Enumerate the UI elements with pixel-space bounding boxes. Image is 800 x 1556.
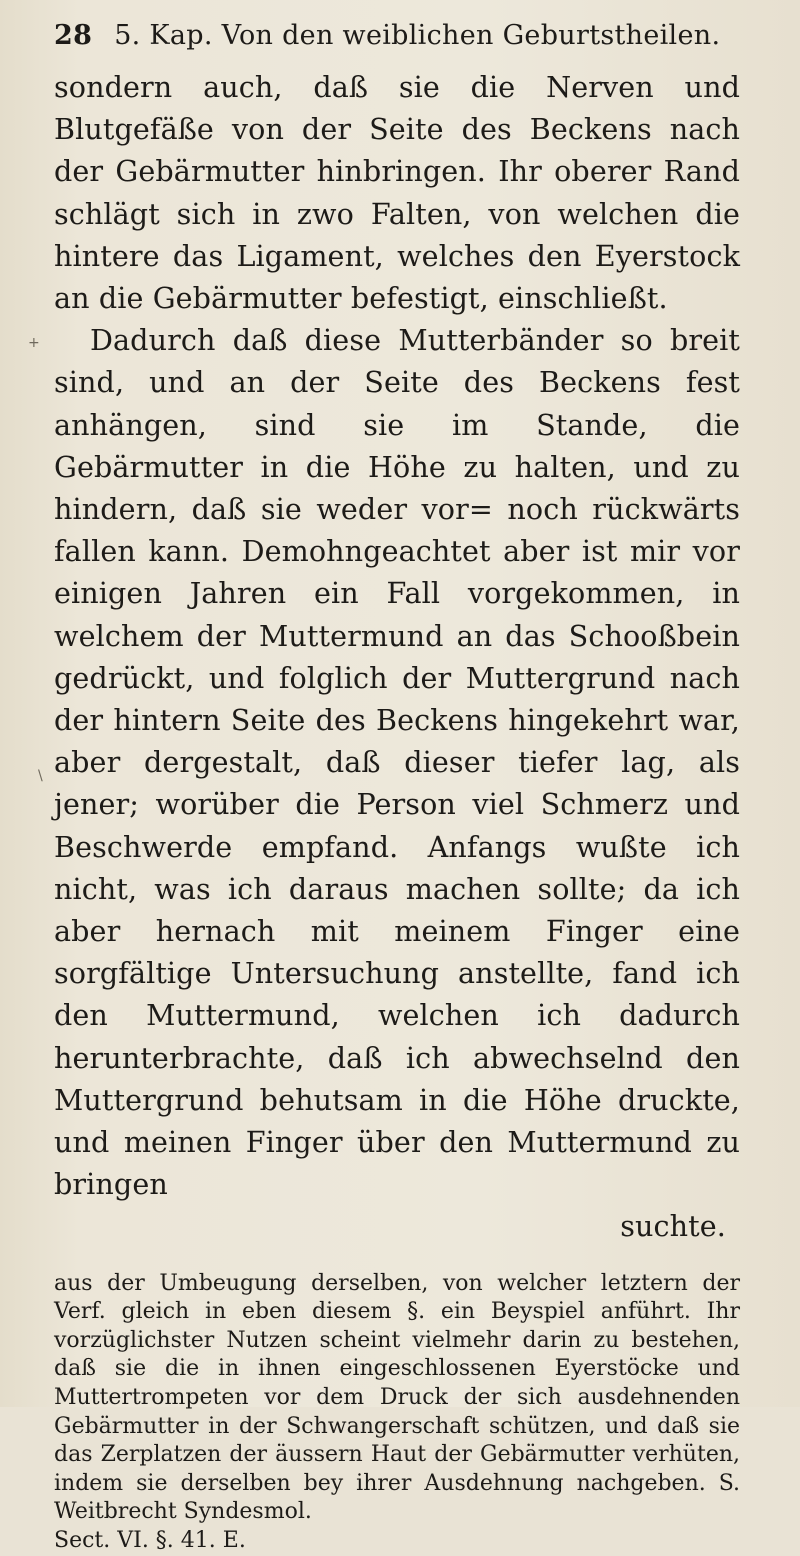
- footnote-text: aus der Umbeugung derselben, von welcher letztern der Verf. gleich in eben diesem §. ein Beyspiel anführt. Ihr vorzüglichster Nutzen scheint vielmehr darin zu bestehen, daß sie die in ihnen eingeschlossenen Eyerstöcke und Muttertrompeten vor dem Druck der sich ausdehnenden Gebärmutter in der Schwangerschaft schützen, und daß sie das Zerplatzen der äussern Haut der Gebärmutter verhüten, indem sie derselben bey ihrer Ausdehnung nachgeben. S. Weitbrecht Syndesmol.: [54, 1270, 740, 1525]
- paragraph: Dadurch daß diese Mutterbänder so breit sind, und an der Seite des Beckens fest anhängen, sind sie im Stande, die Gebärmutter in die Höhe zu halten, und zu hindern, daß sie weder vor= noch rückwärts fallen kann. Demohngeachtet aber ist mir vor einigen Jahren ein Fall vorgekommen, in welchem der Muttermund an das Schooßbein gedrückt, und folglich der Muttergrund nach der hintern Seite des Beckens hingekehrt war, aber dergestalt, daß dieser tiefer lag, als jener; worüber die Person viel Schmerz und Beschwerde empfand. Anfangs wußte ich nicht, was ich daraus machen sollte; da ich aber hernach mit meinem Finger eine sorgfältige Untersuchung anstellte, fand ich den Muttermund, welchen ich dadurch herunterbrachte, daß ich abwechselnd den Muttergrund behutsam in die Höhe druckte, und meinen Finger über den Muttermund zu bringen: [54, 323, 740, 1202]
- footnote-reference: Sect. VI. §. 41. E.: [54, 1528, 246, 1554]
- page-number: 28: [54, 20, 93, 51]
- paragraph: sondern auch, daß sie die Nerven und Blutgefäße von der Seite des Beckens nach der Gebärmutter hinbringen. Ihr oberer Rand schlägt sich in zwo Falten, von welchen die hintere das Ligament, welches den Eyerstock an die Gebärmutter befestigt, einschließt.: [54, 70, 740, 316]
- margin-mark: \: [38, 768, 43, 784]
- margin-mark: +: [28, 335, 40, 351]
- main-text: [54, 66, 740, 1248]
- running-title: 5. Kap. Von den weiblichen Geburtstheilen.: [114, 20, 721, 51]
- closing-word: suchte.: [620, 1209, 726, 1244]
- footnote: [54, 1270, 740, 1556]
- page-header: [54, 20, 740, 52]
